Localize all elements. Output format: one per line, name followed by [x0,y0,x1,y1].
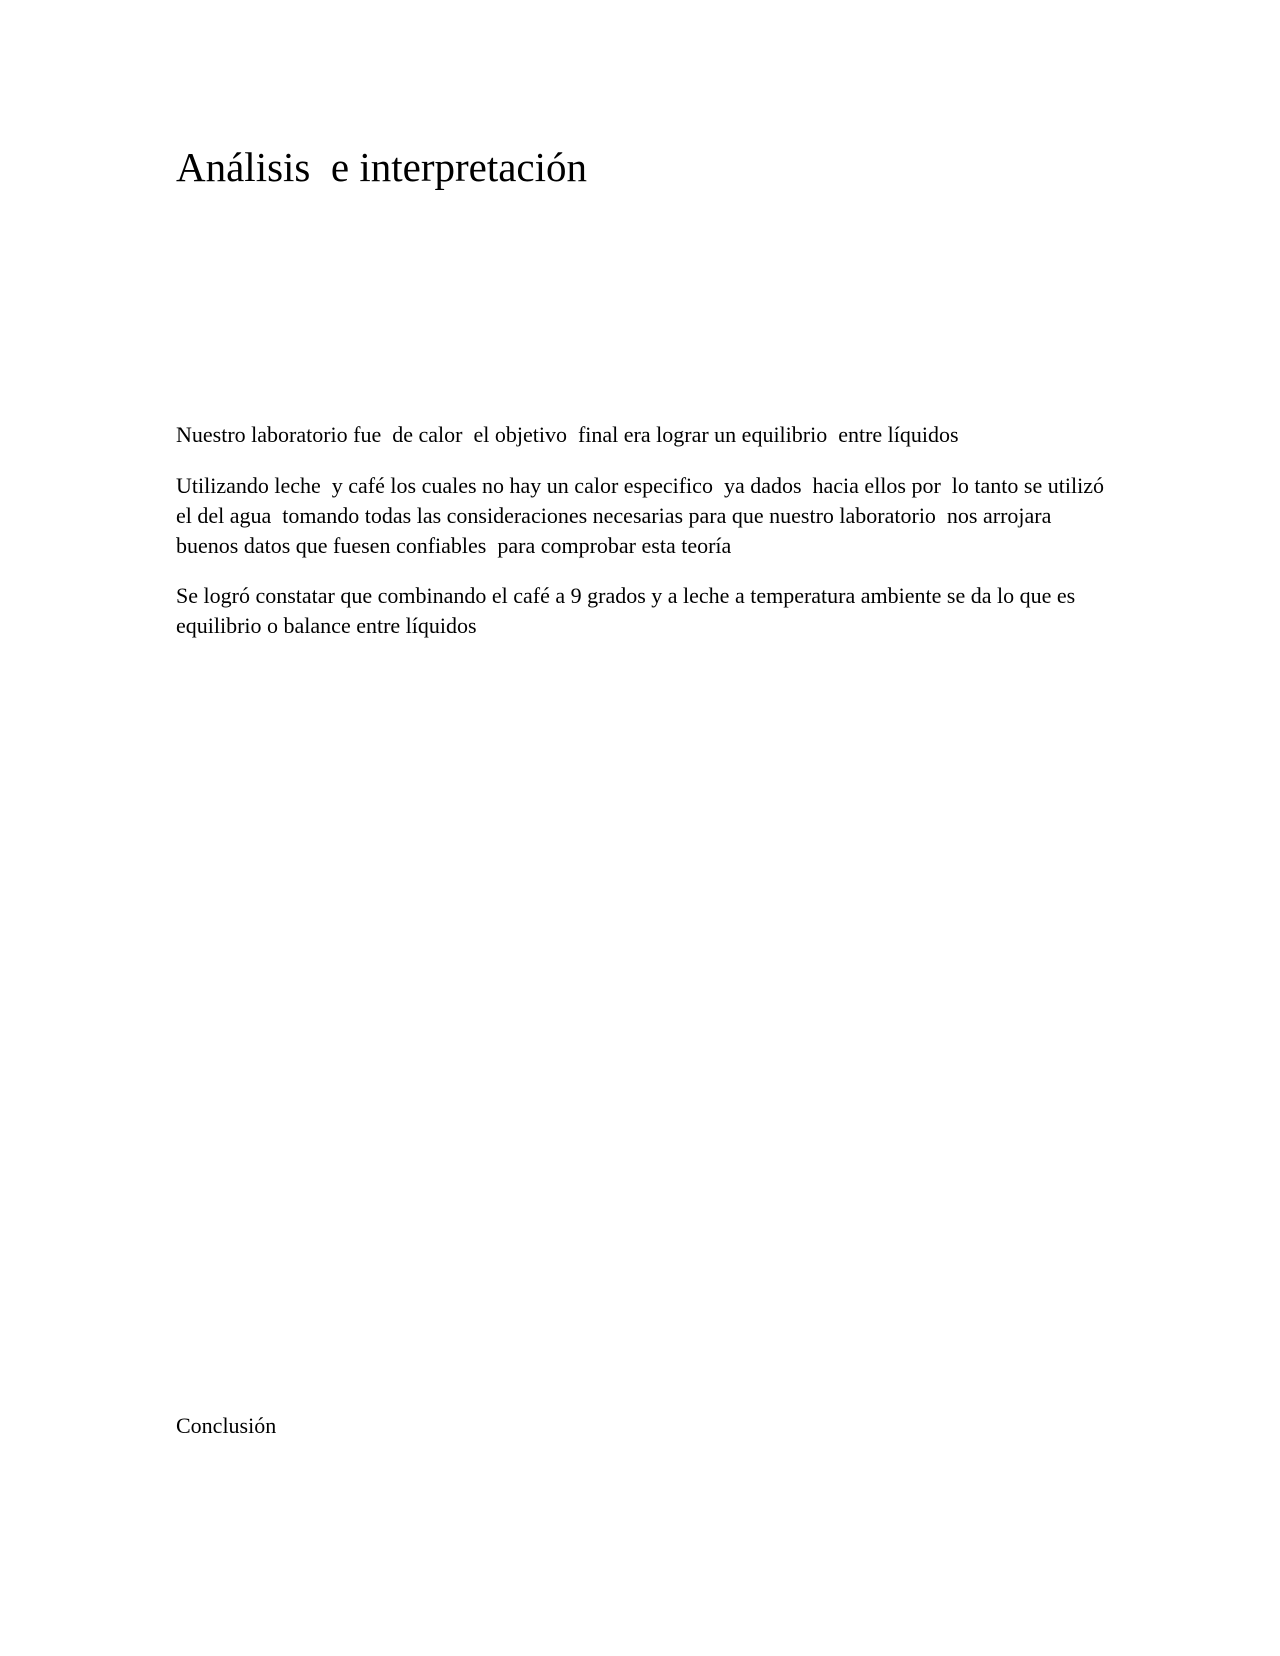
conclusion-heading: Conclusión [176,1413,277,1438]
paragraph-1: Nuestro laboratorio fue de calor el objetivo final era lograr un equilibrio entre líquidos [176,422,959,447]
paragraph-2: Utilizando leche y café los cuales no hay un calor especifico ya dados hacia ellos por lo tanto se utilizó el del agua tomando todas las consideraciones necesarias para que nuestro laboratorio nos arrojara buenos datos que fuesen confiables para comprobar esta teoría [176,473,1110,558]
page-title: Análisis e interpretación [176,144,588,190]
paragraph-3: Se logró constatar que combinando el café a 9 grados y a leche a temperatura ambiente se da lo que es equilibrio o balance entre líquidos [176,583,1081,638]
